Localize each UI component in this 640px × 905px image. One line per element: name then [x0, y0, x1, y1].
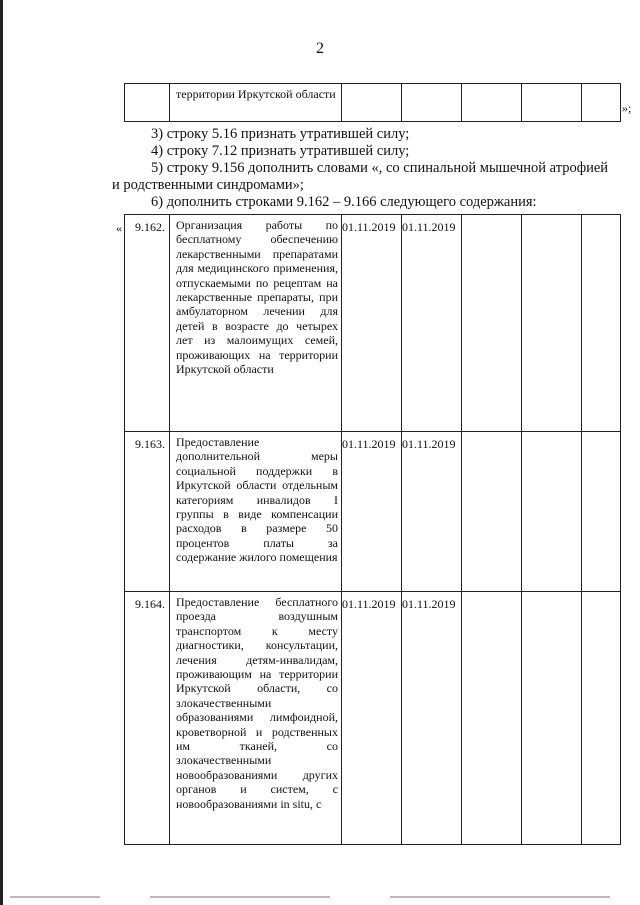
- open-quote: «: [116, 221, 122, 235]
- top-row-description-cell: [170, 84, 342, 122]
- scan-artifact: [150, 896, 330, 898]
- row-empty-cell: [522, 432, 582, 592]
- main-table: [124, 214, 621, 845]
- row-empty-cell: [582, 215, 621, 432]
- page-number: 2: [316, 40, 324, 57]
- row-date-end: 01.11.2019: [402, 215, 462, 432]
- row-empty-cell: [522, 592, 582, 845]
- row-description: Предоставление дополнительной меры социальной поддержки в Иркутской области отдельным категориям инвалидов I группы в виде компенсации расходов в размере 50 процентов платы за содержание жилого помещения: [176, 435, 338, 565]
- top-row-num-cell: [125, 84, 170, 122]
- row-date-start: 01.11.2019: [342, 215, 402, 432]
- table-row: [125, 215, 621, 432]
- top-row-cell: [462, 84, 522, 122]
- top-row-cell: [402, 84, 462, 122]
- scan-artifact: [10, 896, 100, 898]
- row-date-end: 01.11.2019: [402, 432, 462, 592]
- row-number: 9.164.: [125, 592, 170, 845]
- row-empty-cell: [582, 432, 621, 592]
- row-description: Организация работы по бесплатному обеспечению лекарственными препаратами для медицинского применения, отпускаемыми по рецептам на лекарственные препараты, при амбулаторном лечении для детей в возрасте до четырех лет из малоимущих семей, проживающих на территории Иркутской области: [176, 218, 338, 377]
- row-description-cell: [170, 432, 342, 592]
- top-row-cell: [522, 84, 582, 122]
- row-number: 9.163.: [125, 432, 170, 592]
- row-empty-cell: [522, 215, 582, 432]
- top-row-description: территории Иркутской области: [176, 87, 336, 101]
- row-number: 9.162.: [125, 215, 170, 432]
- paragraph-3: 3) строку 5.16 признать утратившей силу;: [151, 126, 410, 142]
- closing-quote: »;: [622, 101, 632, 115]
- row-date-start: 01.11.2019: [342, 592, 402, 845]
- paragraph-5: 5) строку 9.156 дополнить словами «, со спинальной мышечной атрофией: [151, 160, 609, 176]
- row-description: Предоставление бесплатного проезда воздушным транспортом к месту диагностики, консультации, лечения детям-инвалидам, проживающим на территории Иркутской области, со злокачественными образованиями лимфоидной, кроветворной и родственных им тканей, со злокачественными новообразованиями других органов и систем, с новообразованиями in situ, с: [176, 595, 338, 811]
- table-row: [125, 592, 621, 845]
- top-table: [124, 83, 621, 122]
- row-description-cell: [170, 215, 342, 432]
- table-row: [125, 432, 621, 592]
- row-description-cell: [170, 592, 342, 845]
- scan-left-edge: [0, 0, 3, 905]
- row-empty-cell: [462, 432, 522, 592]
- top-row-cell: [342, 84, 402, 122]
- row-empty-cell: [462, 592, 522, 845]
- top-row-cell: [582, 84, 621, 122]
- paragraph-4: 4) строку 7.12 признать утратившей силу;: [151, 143, 410, 159]
- row-empty-cell: [582, 592, 621, 845]
- row-date-start: 01.11.2019: [342, 432, 402, 592]
- row-empty-cell: [462, 215, 522, 432]
- paragraph-6: 6) дополнить строками 9.162 – 9.166 следующего содержания:: [151, 194, 537, 210]
- row-date-end: 01.11.2019: [402, 592, 462, 845]
- paragraph-5-continued: и родственными синдромами»;: [112, 177, 304, 193]
- scan-artifact: [390, 896, 610, 898]
